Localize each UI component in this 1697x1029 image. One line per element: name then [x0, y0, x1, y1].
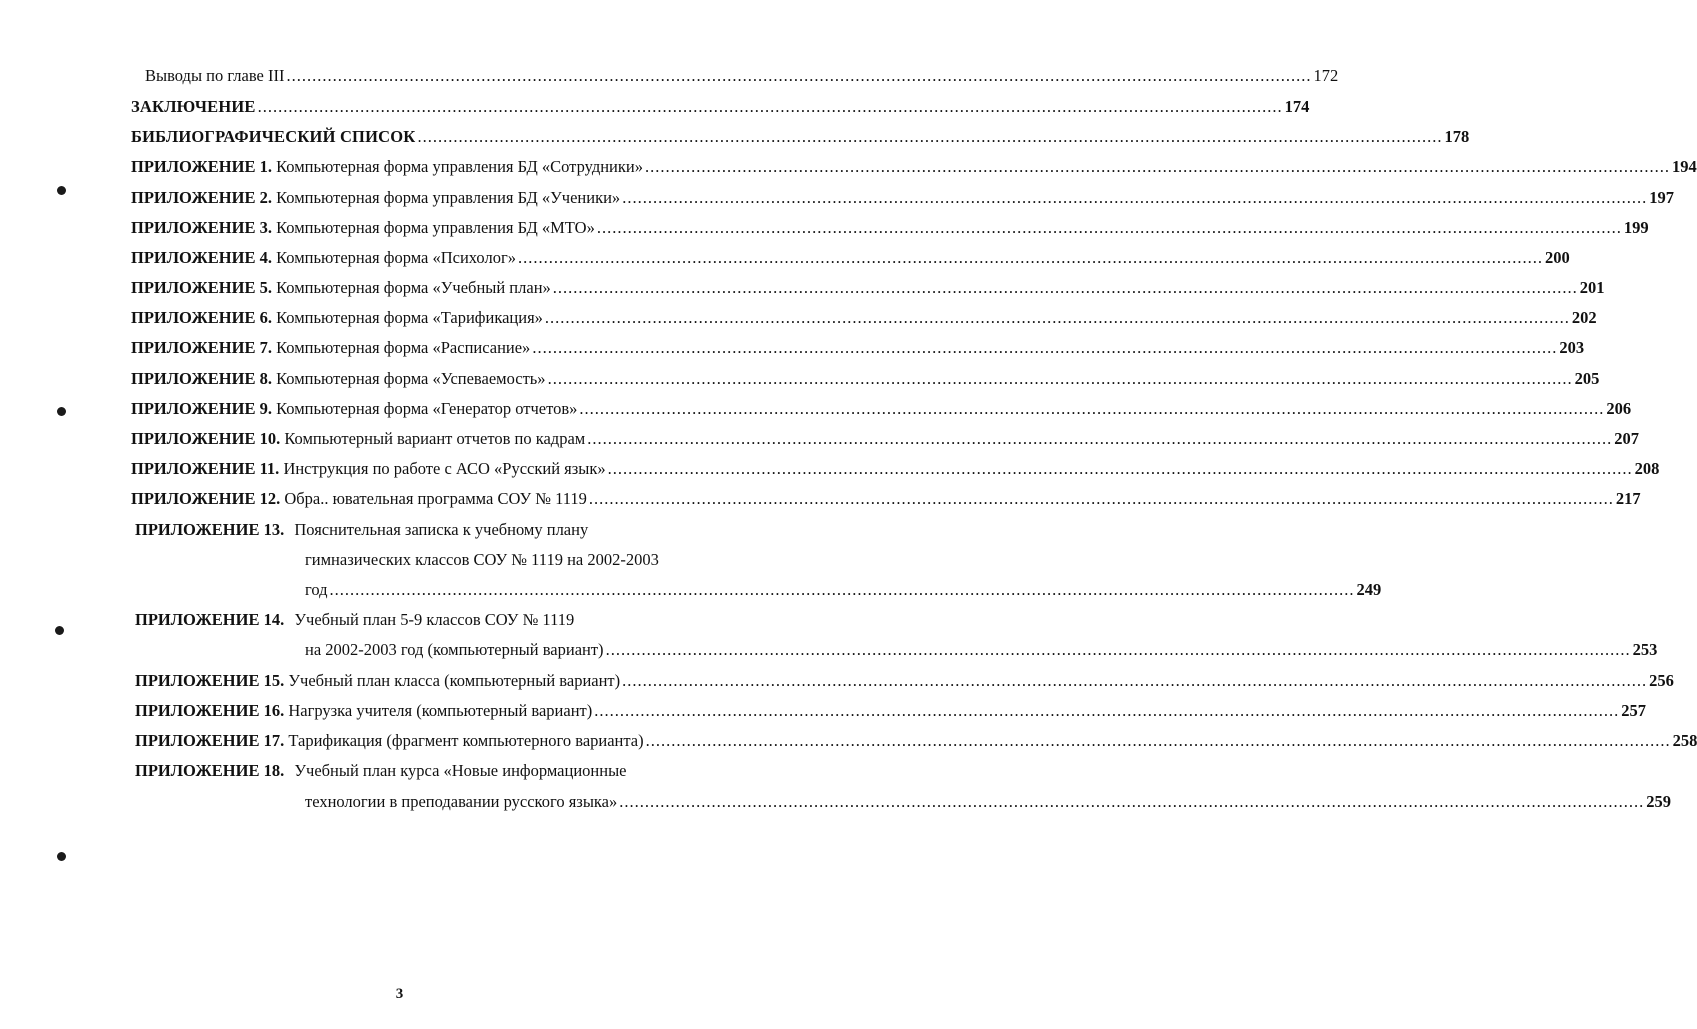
dot-leader: ........................................................................................................................................................................................................	[644, 157, 1670, 176]
dot-leader: ........................................................................................................................................................................................................	[588, 489, 1614, 508]
toc-entry	[131, 125, 1470, 149]
punch-hole-mark	[55, 626, 64, 635]
toc-page-number: 208	[1634, 459, 1660, 478]
dot-leader: ........................................................................................................................................................................................................	[587, 429, 1613, 448]
toc-entry-title: Компьютерная форма «Генератор отчетов»	[276, 399, 578, 418]
toc-entry-title: Тарификация (фрагмент компьютерного варианта)	[288, 731, 644, 750]
dot-leader: ........................................................................................................................................................................................................	[596, 218, 1622, 237]
toc-entry-title: Нагрузка учителя (компьютерный вариант)	[288, 701, 593, 720]
toc-entry-label: ПРИЛОЖЕНИЕ 5.	[131, 278, 272, 297]
toc-entry-label: ПРИЛОЖЕНИЕ 1.	[131, 157, 272, 176]
toc-entry	[131, 155, 1697, 179]
toc-entry-title: Компьютерная форма «Тарификация»	[276, 308, 543, 327]
toc-page-number: 172	[1313, 66, 1339, 85]
page-number: 3	[395, 986, 404, 1002]
toc-entry-label: БИБЛИОГРАФИЧЕСКИЙ СПИСОК	[131, 127, 416, 146]
toc-entry-title: Выводы по главе III	[145, 66, 285, 85]
toc-entry-title: Компьютерная форма управления БД «Ученики»	[276, 188, 621, 207]
toc-entry	[135, 759, 627, 783]
toc-entry-title: Компьютерная форма «Психолог»	[276, 248, 516, 267]
toc-page-number: 217	[1615, 489, 1641, 508]
toc-page-number: 258	[1672, 731, 1697, 750]
toc-entry-title: Компьютерная форма «Успеваемость»	[276, 369, 546, 388]
toc-entry-label: ПРИЛОЖЕНИЕ 6.	[131, 308, 272, 327]
toc-entry	[131, 186, 1674, 210]
toc-page-number: 249	[1356, 580, 1382, 599]
dot-leader: ........................................................................................................................................................................................................	[286, 66, 1312, 85]
toc-page-number: 257	[1621, 701, 1646, 720]
toc-entry	[131, 276, 1605, 300]
toc-page-number: 199	[1623, 218, 1649, 237]
toc-page-number: 203	[1559, 338, 1585, 357]
toc-page-number: 200	[1544, 248, 1570, 267]
toc-page-number: 202	[1571, 308, 1597, 327]
toc-entry-label: ПРИЛОЖЕНИЕ 13.	[135, 520, 285, 539]
toc-entry	[131, 427, 1639, 451]
toc-entry-label: ПРИЛОЖЕНИЕ 12.	[131, 489, 281, 508]
toc-entry-title: Инструкция по работе с АСО «Русский язык»	[283, 459, 606, 478]
toc-page-number: 205	[1574, 369, 1600, 388]
toc-entry	[135, 608, 574, 632]
toc-entry	[145, 64, 1339, 88]
dot-leader: ........................................................................................................................................................................................................	[645, 731, 1671, 750]
toc-page-number: 253	[1632, 640, 1658, 659]
toc-entry-label: ПРИЛОЖЕНИЕ 3.	[131, 218, 272, 237]
toc-page-number: 207	[1614, 429, 1639, 448]
dot-leader: ........................................................................................................................................................................................................	[622, 671, 1648, 690]
dot-leader: ........................................................................................................................................................................................................	[547, 369, 1573, 388]
toc-entry-label: ПРИЛОЖЕНИЕ 10.	[131, 429, 281, 448]
punch-hole-mark	[57, 186, 66, 195]
toc-entry-title: Компьютерный вариант отчетов по кадрам	[284, 429, 586, 448]
dot-leader: ........................................................................................................................................................................................................	[607, 459, 1633, 478]
dot-leader: ........................................................................................................................................................................................................	[605, 640, 1631, 659]
dot-leader: ........................................................................................................................................................................................................	[552, 278, 1578, 297]
toc-entry	[305, 548, 659, 572]
dot-leader: ........................................................................................................................................................................................................	[517, 248, 1543, 267]
toc-entry-title: на 2002-2003 год (компьютерный вариант)	[305, 640, 604, 659]
toc-entry	[305, 638, 1658, 662]
toc-entry-title: Учебный план курса «Новые информационные	[294, 761, 627, 780]
toc-entry	[131, 95, 1310, 119]
toc-entry	[305, 578, 1382, 602]
toc-entry-label: ЗАКЛЮЧЕНИЕ	[131, 97, 256, 116]
toc-entry-title: Компьютерная форма управления БД «Сотрудники»	[276, 157, 643, 176]
dot-leader: ........................................................................................................................................................................................................	[544, 308, 1570, 327]
toc-entry	[131, 306, 1597, 330]
toc-entry	[131, 246, 1570, 270]
toc-entry-title: Компьютерная форма «Расписание»	[276, 338, 531, 357]
toc-page-number: 178	[1444, 127, 1470, 146]
toc-entry-title: гимназических классов СОУ № 1119 на 2002-2003	[305, 550, 659, 569]
toc-entry-label: ПРИЛОЖЕНИЕ 17.	[135, 731, 285, 750]
toc-entry	[135, 699, 1646, 723]
toc-page-number: 256	[1649, 671, 1674, 690]
toc-page-number: 197	[1649, 188, 1674, 207]
toc-entry-title: Компьютерная форма управления БД «МТО»	[276, 218, 595, 237]
dot-leader: ........................................................................................................................................................................................................	[329, 580, 1355, 599]
toc-entry	[131, 367, 1600, 391]
toc-entry-label: ПРИЛОЖЕНИЕ 11.	[131, 459, 280, 478]
toc-entry-label: ПРИЛОЖЕНИЕ 8.	[131, 369, 272, 388]
dot-leader: ........................................................................................................................................................................................................	[417, 127, 1443, 146]
toc-entry-title: технологии в преподавании русского языка»	[305, 792, 618, 811]
toc-entry-title: Обра.. ювательная программа СОУ № 1119	[284, 489, 587, 508]
punch-hole-mark	[57, 852, 66, 861]
toc-entry-label: ПРИЛОЖЕНИЕ 2.	[131, 188, 272, 207]
toc-entry	[305, 790, 1671, 814]
toc-entry	[131, 397, 1632, 421]
dot-leader: ........................................................................................................................................................................................................	[257, 97, 1283, 116]
toc-page-number: 201	[1579, 278, 1605, 297]
toc-entry-label: ПРИЛОЖЕНИЕ 7.	[131, 338, 272, 357]
toc-entry-label: ПРИЛОЖЕНИЕ 14.	[135, 610, 285, 629]
toc-entry-label: ПРИЛОЖЕНИЕ 16.	[135, 701, 285, 720]
dot-leader: ........................................................................................................................................................................................................	[594, 701, 1620, 720]
dot-leader: ........................................................................................................................................................................................................	[532, 338, 1558, 357]
toc-entry-label: ПРИЛОЖЕНИЕ 15.	[135, 671, 285, 690]
toc-page-number: 206	[1606, 399, 1632, 418]
toc-page-number: 259	[1646, 792, 1671, 811]
toc-entry-label: ПРИЛОЖЕНИЕ 9.	[131, 399, 272, 418]
dot-leader: ........................................................................................................................................................................................................	[579, 399, 1605, 418]
toc-entry	[135, 518, 588, 542]
toc-entry	[131, 487, 1641, 511]
toc-entry-title: Компьютерная форма «Учебный план»	[276, 278, 551, 297]
toc-entry	[131, 216, 1649, 240]
toc-entry-label: ПРИЛОЖЕНИЕ 18.	[135, 761, 285, 780]
toc-page-number: 174	[1284, 97, 1310, 116]
toc-entry	[131, 336, 1585, 360]
toc-entry-title: год	[305, 580, 328, 599]
toc-entry-title: Учебный план 5-9 классов СОУ № 1119	[294, 610, 575, 629]
toc-entry-label: ПРИЛОЖЕНИЕ 4.	[131, 248, 272, 267]
punch-hole-mark	[57, 407, 66, 416]
toc-entry-title: Пояснительная записка к учебному плану	[294, 520, 589, 539]
toc-entry-title: Учебный план класса (компьютерный вариант)	[288, 671, 621, 690]
toc-entry	[135, 669, 1674, 693]
toc-entry	[131, 457, 1660, 481]
dot-leader: ........................................................................................................................................................................................................	[622, 188, 1648, 207]
dot-leader: ........................................................................................................................................................................................................	[619, 792, 1645, 811]
toc-page-number: 194	[1671, 157, 1697, 176]
toc-entry	[135, 729, 1697, 753]
